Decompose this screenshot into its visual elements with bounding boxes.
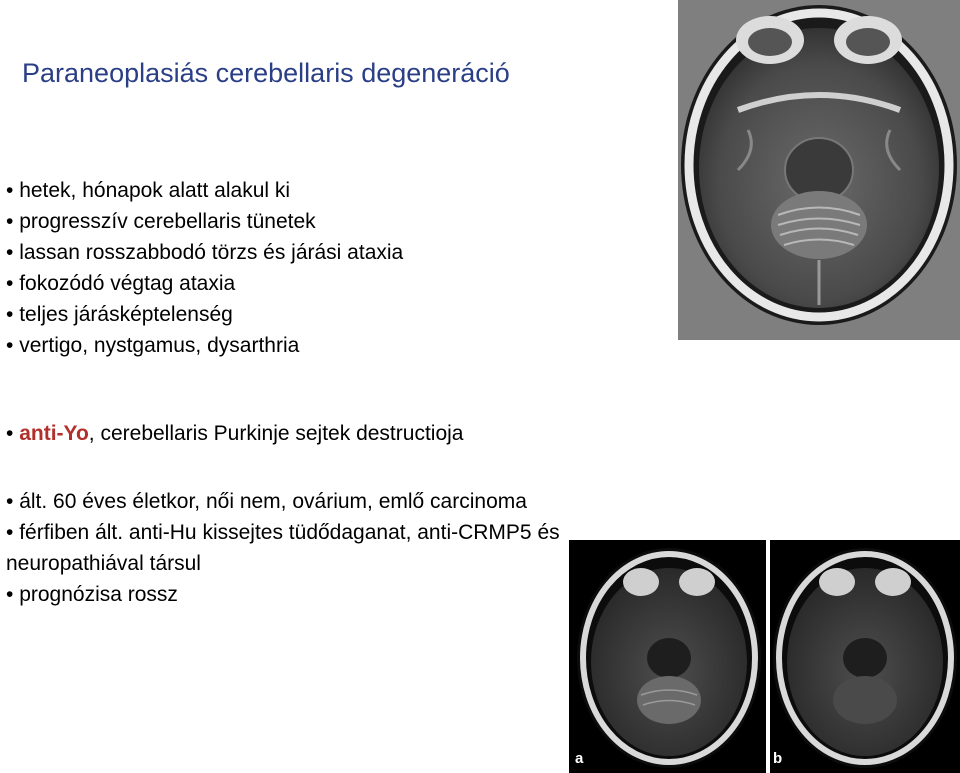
list-item: • lassan rosszabbodó törzs és járási ataxia: [6, 241, 404, 264]
mri-image-top: [678, 0, 960, 340]
mri-image-pair: [569, 540, 960, 773]
list-item: • ált. 60 éves életkor, női nem, ovárium, emlő carcinoma: [6, 490, 527, 513]
bullet-list-symptoms: [6, 175, 403, 361]
list-item: • teljes járásképtelenség: [6, 303, 233, 326]
mri-scan-a: [569, 540, 960, 773]
mri-label-a: a: [575, 750, 584, 767]
list-item: • fokozódó végtag ataxia: [6, 272, 236, 295]
mri-scan-axial: [678, 0, 960, 340]
mri-label-b: b: [773, 750, 783, 767]
list-item: • hetek, hónapok alatt alakul ki: [6, 179, 291, 202]
list-item: • vertigo, nystgamus, dysarthria: [6, 334, 300, 357]
list-item: • férfiben ált. anti-Hu kissejtes tüdődaganat, anti-CRMP5 és neuropathiával társul: [6, 521, 560, 575]
antibody-bullet: • anti-Yo, cerebellaris Purkinje sejtek destructioja: [6, 422, 464, 445]
slide-title: Paraneoplasiás cerebellaris degeneráció: [22, 58, 510, 88]
bullet-list-epidemiology: [6, 486, 586, 610]
list-item: • progresszív cerebellaris tünetek: [6, 210, 316, 233]
list-item: • prognózisa rossz: [6, 583, 178, 606]
antibody-highlight: anti-Yo: [19, 422, 89, 445]
